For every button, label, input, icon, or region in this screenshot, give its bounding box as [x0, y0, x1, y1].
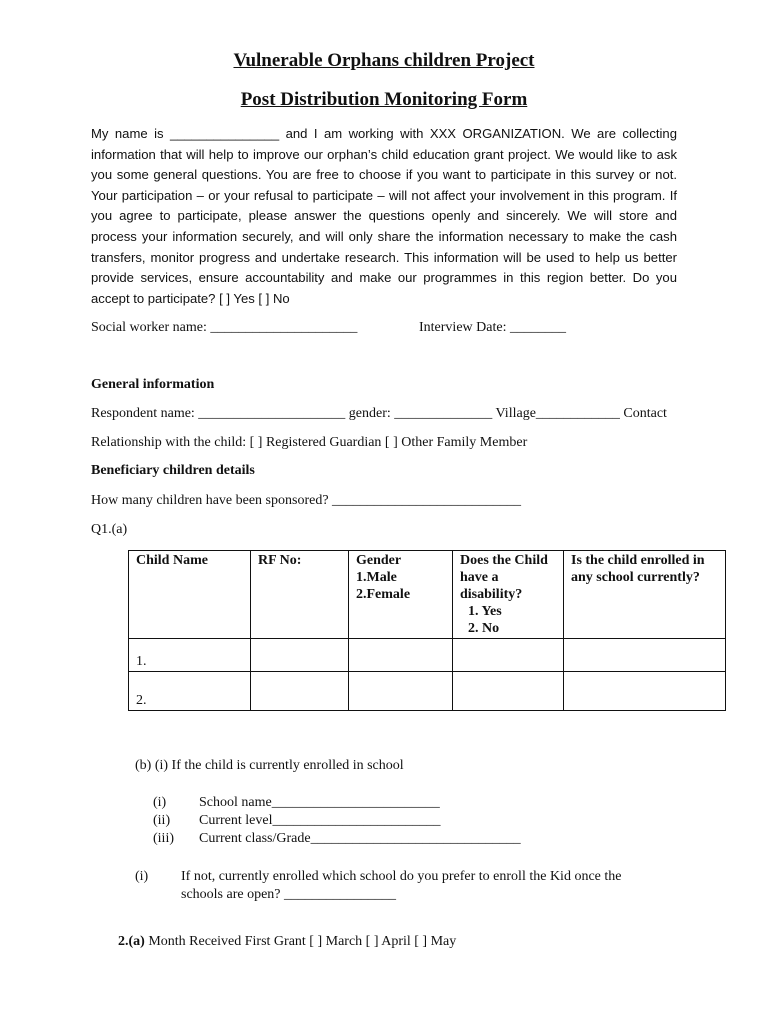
q2a-text: Month Received First Grant [ ] March [ ] April [ ] May	[144, 934, 457, 949]
header-disability	[453, 551, 564, 639]
header-gender	[349, 551, 453, 639]
item-number: (ii)	[153, 813, 171, 828]
item-text: Current level________________________	[199, 813, 441, 828]
header-enrolled-line1: Is the child enrolled in	[571, 553, 705, 568]
q1b-intro: (b) (i) If the child is currently enrolled in school	[135, 758, 404, 773]
row-number: 2.	[129, 672, 251, 711]
header-disability-line3: disability?	[460, 587, 523, 602]
header-rf-no: RF No:	[251, 551, 349, 639]
children-sponsored-field[interactable]: How many children have been sponsored? ___________________________	[91, 493, 522, 508]
current-level-field[interactable]	[153, 813, 440, 829]
header-gender-female: 2.Female	[356, 587, 411, 602]
beneficiary-heading: Beneficiary children details	[91, 463, 255, 478]
item-number: (iii)	[153, 831, 174, 846]
header-disability-line1: Does the Child	[460, 553, 548, 568]
social-worker-name-field[interactable]: Social worker name: _____________________	[91, 320, 358, 335]
header-enrolled-line2: any school currently?	[571, 570, 700, 585]
disability-cell[interactable]	[453, 672, 564, 711]
header-gender-label: Gender	[356, 553, 402, 568]
enrolled-cell[interactable]	[564, 672, 726, 711]
header-disability-yes: 1. Yes	[468, 604, 502, 619]
gender-cell[interactable]	[349, 672, 453, 711]
header-child-name: Child Name	[129, 551, 251, 639]
enrolled-cell[interactable]	[564, 639, 726, 672]
current-grade-field[interactable]	[153, 831, 521, 847]
form-subtitle: Post Distribution Monitoring Form	[240, 89, 528, 110]
header-disability-line2: have a	[460, 570, 499, 585]
respondent-details-line[interactable]: Respondent name: _____________________ gender: ______________ Village____________ Contact	[91, 406, 667, 421]
interview-date-field[interactable]: Interview Date: ________	[419, 320, 566, 335]
item-text: School name________________________	[199, 795, 440, 810]
header-enrolled	[564, 551, 726, 639]
school-name-field[interactable]	[153, 795, 440, 811]
children-table	[128, 550, 726, 711]
disability-cell[interactable]	[453, 639, 564, 672]
rf-no-cell[interactable]	[251, 639, 349, 672]
not-enrolled-question: If not, currently enrolled which school do you prefer to enroll the Kid once the	[181, 869, 622, 884]
table-header-row	[129, 551, 726, 639]
header-gender-male: 1.Male	[356, 570, 397, 585]
table-row	[129, 672, 726, 711]
item-text: Current class/Grade______________________________	[199, 831, 521, 846]
not-enrolled-number: (i)	[135, 869, 149, 884]
row-number: 1.	[129, 639, 251, 672]
table-row	[129, 639, 726, 672]
q2a-label: 2.(a)	[118, 934, 145, 949]
gender-cell[interactable]	[349, 639, 453, 672]
rf-no-cell[interactable]	[251, 672, 349, 711]
header-disability-no: 2. No	[468, 621, 500, 636]
general-information-heading: General information	[91, 377, 215, 392]
relationship-line[interactable]: Relationship with the child: [ ] Registered Guardian [ ] Other Family Member	[91, 435, 528, 450]
item-number: (i)	[153, 795, 167, 810]
consent-paragraph: My name is _______________ and I am working with XXX ORGANIZATION. We are collecting information that will help to improve our orphan’s child education grant project. We would like to ask you some general questions. You are free to choose if you want to participate in this survey or not. Your participation – or your refusal to participate – will not affect your involvement in this program. If you agree to participate, please answer the questions openly and sincerely. We will store and process your information securely, and will only share the information necessary to make the cash transfers, monitor progress and undertake research. This information will be used to help us better provide services, ensure accountability and make our programmes in this region better. Do you accept to participate? [ ] Yes [ ] No	[91, 126, 677, 306]
form-title: Vulnerable Orphans children Project	[233, 50, 535, 71]
q2a-line[interactable]	[118, 934, 456, 950]
preferred-school-field[interactable]: schools are open? ________________	[181, 887, 397, 902]
q1a-label: Q1.(a)	[91, 522, 128, 537]
